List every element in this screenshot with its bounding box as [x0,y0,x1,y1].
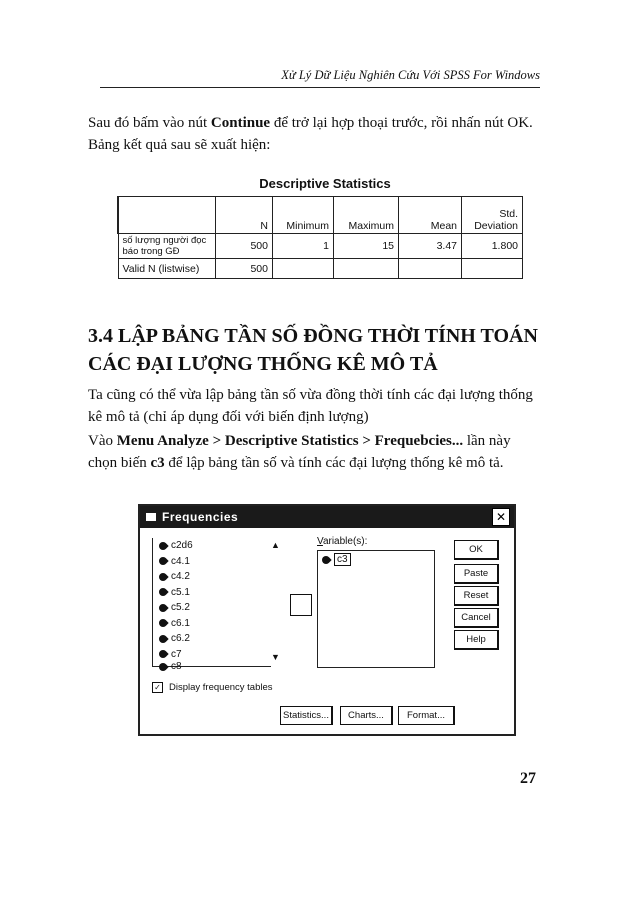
header-cell: Std. Deviation [462,197,523,234]
header-cell: Maximum [334,197,399,234]
numeric-variable-icon [157,571,168,582]
section-paragraph-2 [88,430,543,474]
list-item[interactable]: c5.1 [153,585,271,601]
ok-button[interactable]: OK [454,540,499,560]
row-label: số lượng người đọc báo trong GĐ [118,234,216,259]
target-list-label: Variable(s): [317,536,368,547]
header-cell: N [216,197,273,234]
checkbox-label: Display frequency tables [169,682,273,693]
cell-min: 1 [273,234,334,259]
close-button[interactable]: ✕ [492,508,510,526]
table-row [118,234,523,259]
cell-mean [399,259,462,279]
numeric-variable-icon [157,540,168,551]
page-number: 27 [520,770,536,787]
list-item[interactable]: c6.1 [153,616,271,632]
descriptive-stats-table [117,196,523,279]
help-button[interactable]: Help [454,630,499,650]
row-label: Valid N (listwise) [118,259,216,279]
cancel-button[interactable]: Cancel [454,608,499,628]
variable-name: c3 [150,455,165,471]
frequencies-dialog [138,504,516,736]
list-item[interactable]: c3 [318,551,434,566]
scroll-up-icon[interactable]: ▲ [271,540,280,550]
intro-text-a: Sau đó bấm vào nút [88,115,211,131]
menu-path: Menu Analyze > Descriptive Statistics > Frequebcies... [116,433,464,449]
reset-button[interactable]: Reset [454,586,499,606]
cell-mean: 3.47 [399,234,462,259]
list-item[interactable]: c6.2 [153,631,271,647]
dialog-titlebar[interactable] [140,506,514,528]
intro-paragraph [88,112,543,156]
target-variable-list[interactable] [317,550,435,668]
numeric-variable-icon [157,633,168,644]
numeric-variable-icon [320,554,331,565]
p3-text-e: để lập bảng tần số và tính các đại lượng thống kê mô tả. [164,455,504,471]
charts-button[interactable]: Charts... [340,706,393,725]
format-button[interactable]: Format... [398,706,455,725]
source-variable-list[interactable] [152,538,280,672]
move-variable-button[interactable] [290,594,312,616]
list-item[interactable]: c5.2 [153,600,271,616]
cell-max [334,259,399,279]
p3-text-a: Vào [88,433,117,449]
stats-table-title: Descriptive Statistics [259,176,391,191]
list-item[interactable]: c4.1 [153,554,271,570]
header-cell [118,197,216,234]
window-menu-icon[interactable] [146,513,156,521]
numeric-variable-icon [157,602,168,613]
numeric-variable-icon [157,618,168,629]
cell-min [273,259,334,279]
numeric-variable-icon [157,662,168,672]
cell-std [462,259,523,279]
p3-text-c: lần này chọn biến [88,433,511,471]
cell-n: 500 [216,234,273,259]
section-paragraph-1: Ta cũng có thể vừa lập bảng tần số vừa đồng thời tính các đại lượng thống kê mô tả (chỉ áp dụng đối với biến định lượng) [88,387,533,425]
intro-text-c: để trở lại hợp thoại trước, rồi nhấn nút OK. Bảng kết quả sau sẽ xuất hiện: [88,115,533,153]
list-item[interactable]: c2d6 [153,538,271,554]
list-item[interactable]: c7 [153,647,271,663]
header-cell: Mean [399,197,462,234]
header-cell: Minimum [273,197,334,234]
list-item[interactable]: c8 [153,662,271,672]
numeric-variable-icon [157,587,168,598]
checkbox[interactable]: ✓ [152,682,163,693]
cell-std: 1.800 [462,234,523,259]
numeric-variable-icon [157,649,168,660]
numeric-variable-icon [157,556,168,567]
list-item[interactable]: c4.2 [153,569,271,585]
intro-text-bold: Continue [210,115,271,131]
running-header: Xử Lý Dữ Liệu Nghiên Cứu Với SPSS For Windows [100,68,540,88]
statistics-button[interactable]: Statistics... [280,706,333,725]
cell-max: 15 [334,234,399,259]
paste-button[interactable]: Paste [454,564,499,584]
cell-n: 500 [216,259,273,279]
display-frequency-tables-option[interactable] [152,682,273,693]
section-title: 3.4 LẬP BẢNG TẦN SỐ ĐỒNG THỜI TÍNH TOÁN CÁC ĐẠI LƯỢNG THỐNG KÊ MÔ TẢ [88,325,538,375]
dialog-title: Frequencies [162,510,239,524]
table-row [118,259,523,279]
scroll-down-icon[interactable]: ▼ [271,652,280,662]
table-header-row [118,197,523,234]
